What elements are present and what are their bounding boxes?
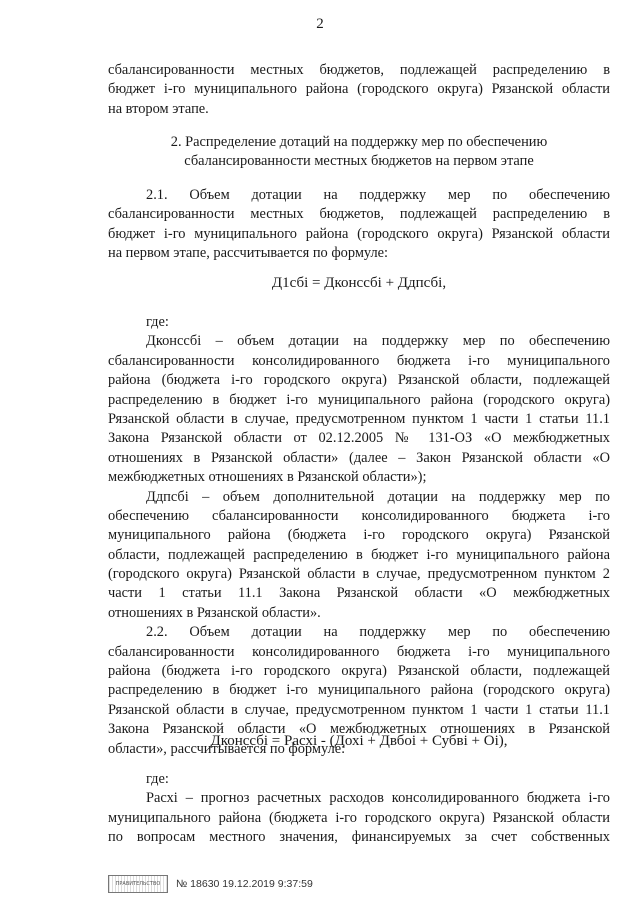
paragraph-intro xyxy=(108,61,610,119)
heading-line: сбалансированности местных бюджетов на первом этапе xyxy=(184,153,534,170)
text-line: где: xyxy=(146,771,169,787)
text-line: сбалансированности консолидированного бюджета i-го муниципального xyxy=(108,643,610,660)
text-line: муниципального района (бюджета i-го городского округа) Рязанской области xyxy=(108,809,610,826)
text-line: (городского округа) Рязанской области в случае, предусмотренном пунктом 2 xyxy=(108,566,610,583)
text-line: Закона Рязанской области от 02.12.2005 № 131-ОЗ «О межбюджетных xyxy=(108,430,610,447)
registration-stamp xyxy=(108,875,168,893)
text-line: на первом этапе, рассчитывается по формуле: xyxy=(108,245,389,262)
text-line: Расхi – прогноз расчетных расходов консолидированного бюджета i-го xyxy=(146,790,610,807)
text-line: сбалансированности местных бюджетов, подлежащей распределению в xyxy=(108,62,610,78)
text-line: где: xyxy=(146,314,169,330)
text-line: района (бюджета i-го городского округа) Рязанской области, подлежащей xyxy=(108,372,610,389)
text-line: бюджет i-го муниципального района (городского округа) Рязанской области xyxy=(108,81,610,98)
document-footer xyxy=(108,874,313,894)
paragraph-2-1 xyxy=(108,186,610,264)
text-line: обеспечению сбалансированности консолидированного бюджета i-го xyxy=(108,507,610,524)
text-line: межбюджетных отношениях в Рязанской области»); xyxy=(108,469,427,486)
text-line: бюджет i-го муниципального района (городского округа) Рязанской области xyxy=(108,225,610,242)
text-line: распределению в бюджет i-го муниципального района (городского округа) xyxy=(108,391,610,408)
paragraph-rash xyxy=(108,770,610,848)
text-line: на втором этапе. xyxy=(108,100,209,117)
stamp-text: ПРАВИТЕЛЬСТВО xyxy=(115,881,161,887)
text-line: Рязанской области в случае, предусмотренном пунктом 1 части 1 статьи 11.1 xyxy=(108,410,610,427)
text-line: муниципального района (бюджета i-го городского округа) Рязанской xyxy=(108,527,610,544)
text-line: отношениях в Рязанской области». xyxy=(108,604,321,621)
formula-d1sb: Д1сбi = Дконссбi + Ддпсбi, xyxy=(271,275,447,291)
text-line: 2.2. Объем дотации на поддержку мер по обеспечению xyxy=(146,624,610,641)
paragraph-definitions xyxy=(108,313,610,759)
text-line: области», рассчитывается по формуле: xyxy=(108,740,346,757)
text-line: распределению в бюджет i-го муниципального района (городского округа) xyxy=(108,682,610,699)
text-line: района (бюджета i-го городского округа) Рязанской области, подлежащей xyxy=(108,663,610,680)
section-heading xyxy=(108,133,610,172)
text-line: 2.1. Объем дотации на поддержку мер по обеспечению xyxy=(146,187,610,203)
text-line: сбалансированности консолидированного бюджета i-го муниципального xyxy=(108,352,610,369)
formula-dkonssb: Дконссбi = Расхi - (Дохi + Двбоi + Субвi + Оi), xyxy=(210,733,508,749)
heading-line: 2. Распределение дотаций на поддержку мер по обеспечению xyxy=(170,134,548,150)
text-line: части 1 статьи 11.1 Закона Рязанской области «О межбюджетных xyxy=(108,585,610,602)
text-line: Рязанской области в случае, предусмотренном пунктом 1 части 1 статьи 11.1 xyxy=(108,701,610,718)
text-line: сбалансированности местных бюджетов, подлежащей распределению в xyxy=(108,206,610,223)
text-line: Дконссбi – объем дотации на поддержку мер по обеспечению xyxy=(146,333,610,350)
page-number: 2 xyxy=(316,16,324,32)
text-line: по вопросам местного значения, финансируемых за счет собственных xyxy=(108,829,610,846)
text-line: области, подлежащей распределению в бюджет i-го муниципального района xyxy=(108,546,610,563)
text-line: отношениях в Рязанской области» (далее – Закон Рязанской области «О xyxy=(108,449,610,466)
text-line: Ддпсбi – объем дополнительной дотации на поддержку мер по xyxy=(146,488,610,505)
text-line: Закона Рязанской области «О межбюджетных отношениях в Рязанской xyxy=(108,721,610,738)
document-registration-info: № 18630 19.12.2019 9:37:59 xyxy=(176,878,313,890)
